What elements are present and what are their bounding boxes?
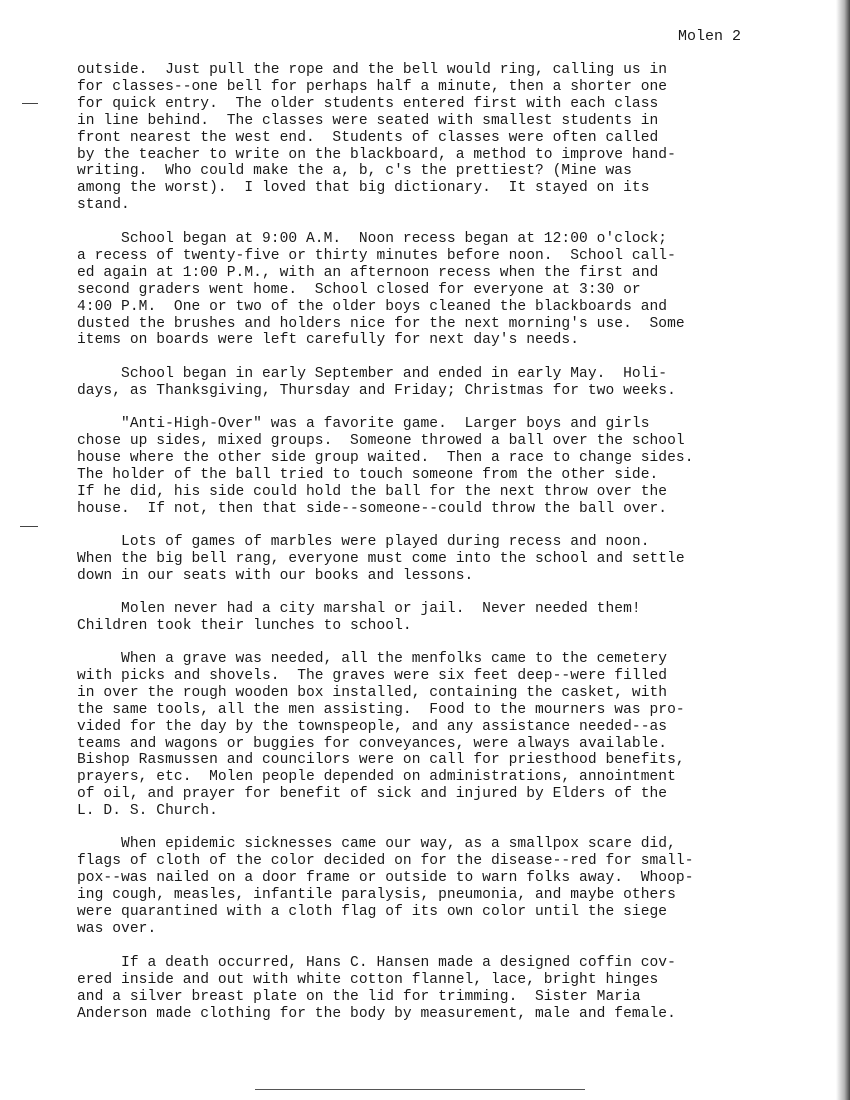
text-line: When the big bell rang, everyone must come into the school and settle	[77, 550, 685, 567]
page-header: Molen 2	[678, 28, 742, 45]
text-line: house where the other side group waited. Then a race to change sides.	[77, 449, 694, 466]
text-line: outside. Just pull the rope and the bell would ring, calling us in	[77, 62, 668, 78]
text-line: and a silver breast plate on the lid for trimming. Sister Maria	[77, 988, 641, 1005]
text-line: writing. Who could make the a, b, c's the prettiest? (Mine was	[77, 163, 632, 180]
text-line: ered inside and out with white cotton flannel, lace, bright hinges	[77, 971, 659, 988]
margin-mark	[20, 526, 38, 527]
text-line: flags of cloth of the color decided on for the disease--red for small-	[77, 852, 694, 869]
paragraph-school-bell	[77, 62, 676, 214]
text-line: were quarantined with a cloth flag of its own color until the siege	[77, 903, 668, 920]
text-line: down in our seats with our books and lessons.	[77, 567, 474, 584]
text-line: ed again at 1:00 P.M., with an afternoon recess when the first and	[77, 264, 659, 281]
text-line: If he did, his side could hold the ball for the next throw over the	[77, 483, 668, 500]
text-line: stand.	[77, 197, 130, 214]
paragraph-grave	[77, 651, 685, 820]
paragraph-coffin	[77, 955, 676, 1023]
text-line: teams and wagons or buggies for conveyances, were always available.	[77, 735, 668, 752]
text-line: in over the rough wooden box installed, containing the casket, with	[77, 684, 668, 701]
text-line: days, as Thanksgiving, Thursday and Friday; Christmas for two weeks.	[77, 382, 676, 399]
paragraph-school-year	[77, 366, 676, 400]
text-line: If a death occurred, Hans C. Hansen made a designed coffin cov-	[77, 955, 676, 971]
text-line: for quick entry. The older students entered first with each class	[77, 95, 659, 112]
text-line: by the teacher to write on the blackboard, a method to improve hand-	[77, 146, 676, 163]
text-line: was over.	[77, 920, 157, 937]
text-line: among the worst). I loved that big dictionary. It stayed on its	[77, 180, 650, 197]
text-line: "Anti-High-Over" was a favorite game. Larger boys and girls	[77, 416, 650, 432]
paragraph-school-hours	[77, 231, 685, 349]
text-line: house. If not, then that side--someone--could throw the ball over.	[77, 500, 668, 517]
text-line: Molen never had a city marshal or jail. Never needed them!	[77, 601, 641, 617]
paragraph-marshal	[77, 601, 641, 635]
text-line: Anderson made clothing for the body by measurement, male and female.	[77, 1005, 676, 1022]
text-line: vided for the day by the townspeople, and any assistance needed--as	[77, 718, 668, 735]
bottom-rule	[255, 1089, 585, 1090]
text-line: Lots of games of marbles were played during recess and noon.	[77, 534, 650, 550]
text-line: items on boards were left carefully for next day's needs.	[77, 332, 580, 349]
paragraph-epidemic	[77, 836, 694, 937]
text-line: ing cough, measles, infantile paralysis, pneumonia, and maybe others	[77, 886, 676, 903]
text-line: chose up sides, mixed groups. Someone throwed a ball over the school	[77, 432, 685, 449]
text-line: dusted the brushes and holders nice for the next morning's use. Some	[77, 315, 685, 332]
text-line: pox--was nailed on a door frame or outside to warn folks away. Whoop-	[77, 869, 694, 886]
text-line: When a grave was needed, all the menfolks came to the cemetery	[77, 651, 668, 667]
text-line: in line behind. The classes were seated with smallest students in	[77, 112, 659, 129]
paragraph-marbles	[77, 534, 685, 585]
text-line: second graders went home. School closed for everyone at 3:30 or	[77, 281, 641, 298]
text-line: L. D. S. Church.	[77, 803, 218, 820]
paragraph-anti-high-over	[77, 416, 694, 517]
text-line: When epidemic sicknesses came our way, as a smallpox scare did,	[77, 836, 676, 852]
text-line: The holder of the ball tried to touch someone from the other side.	[77, 466, 659, 483]
text-line: with picks and shovels. The graves were six feet deep--were filled	[77, 667, 668, 684]
text-line: 4:00 P.M. One or two of the older boys cleaned the blackboards and	[77, 298, 668, 315]
text-line: Children took their lunches to school.	[77, 617, 412, 634]
text-line: of oil, and prayer for benefit of sick and injured by Elders of the	[77, 786, 668, 803]
margin-mark	[22, 103, 38, 104]
text-line: front nearest the west end. Students of classes were often called	[77, 129, 659, 146]
scan-edge-shadow	[836, 0, 850, 1100]
text-line: School began at 9:00 A.M. Noon recess began at 12:00 o'clock;	[77, 231, 668, 247]
text-line: prayers, etc. Molen people depended on administrations, annointment	[77, 769, 676, 786]
text-line: for classes--one bell for perhaps half a minute, then a shorter one	[77, 78, 668, 95]
text-line: a recess of twenty-five or thirty minutes before noon. School call-	[77, 247, 676, 264]
text-line: Bishop Rasmussen and councilors were on call for priesthood benefits,	[77, 752, 685, 769]
text-line: School began in early September and ended in early May. Holi-	[77, 366, 668, 382]
text-line: the same tools, all the men assisting. Food to the mourners was pro-	[77, 701, 685, 718]
